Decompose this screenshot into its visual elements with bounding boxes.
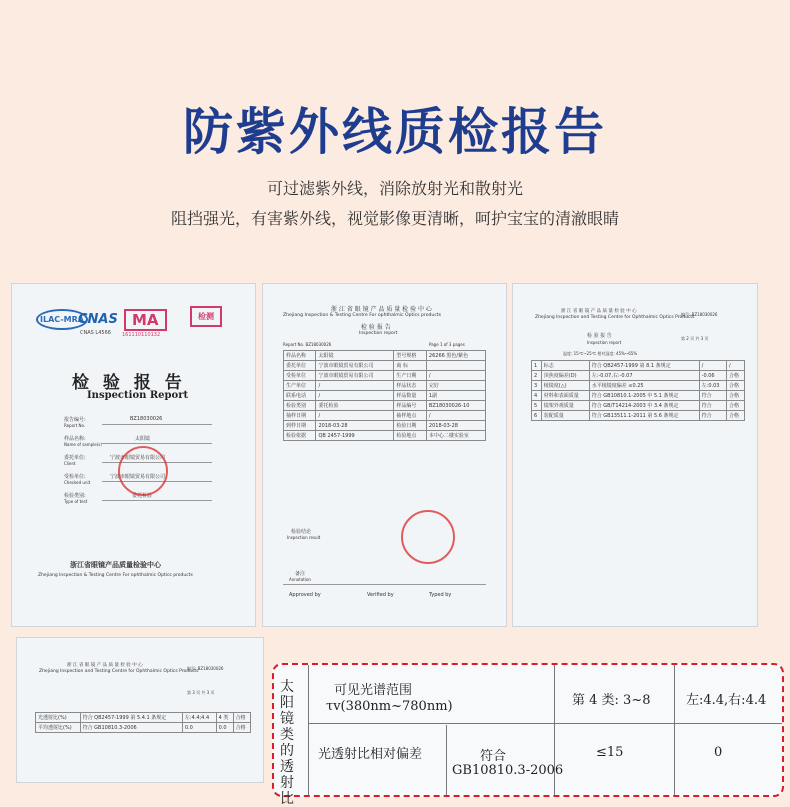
report-page-1-image: [262, 283, 507, 627]
table-cell: /: [316, 381, 394, 391]
table-cell: [426, 361, 485, 371]
page1-report-no: Report No. BZ18030026: [283, 342, 332, 347]
table-cell: 商 标: [394, 361, 426, 371]
table-cell: 2018-03-28: [426, 421, 485, 431]
table-cell: 合格: [726, 401, 744, 411]
table-cell: 顶焦度偏差(D): [541, 371, 589, 381]
page2-doc-title-en: Inspection report: [587, 340, 622, 345]
zoom-row2-item: 光透射比相对偏差: [318, 747, 423, 762]
table-cell: 26266 黑色/紫色: [426, 351, 485, 361]
ma-code: 161110110132: [122, 332, 161, 338]
table-cell: 检验地点: [394, 431, 426, 441]
field-label-checked-unit: 受检单位:: [64, 474, 86, 480]
table-cell: 本中心二楼实验室: [426, 431, 485, 441]
field-en-report-no: Report No.: [64, 423, 86, 428]
page2-page-no: 第 2 页 共 3 页: [681, 336, 709, 341]
page2-table: [531, 360, 745, 421]
table-cell: 宁波市眼镜贸易有限公司: [316, 361, 394, 371]
zoom-row2-std-2: GB10810.3-2006: [452, 763, 564, 778]
subtitle-line-2: 阻挡强光，有害紫外线，视觉影像更清晰，呵护宝宝的清澈眼睛: [170, 209, 619, 228]
field-en-checked-unit: Checked unit: [64, 480, 91, 485]
table-row: [284, 361, 486, 371]
field-label-test-type: 检验类别:: [64, 493, 86, 499]
table-cell: 委托单位: [284, 361, 316, 371]
field-value-client: 宁波市眼镜贸易有限公司: [110, 455, 166, 461]
page2-report-no: 编号: BZ18030026: [681, 312, 718, 317]
table-row: [36, 723, 251, 733]
table-cell: 符合 GB10810.1-2005 中 5.1 条规定: [589, 391, 699, 401]
ilac-mra-logo: ILAC-MRA: [36, 309, 88, 330]
table-row: [36, 713, 251, 723]
page2-header-en: Zhejiang Inspection and Testing Centre for Ophthalmic Optics Products: [535, 315, 695, 320]
zoom-row1-sub: τv(380nm~780nm): [326, 699, 453, 714]
page1-doc-title: 检 验 报 告: [361, 324, 391, 331]
table-cell: 检验依据: [284, 431, 316, 441]
table-cell: 4: [532, 391, 542, 401]
table-cell: 符合 GB10810.3-2006: [80, 723, 182, 733]
page1-remark-label: 备注: [295, 571, 306, 577]
table-cell: 符合: [699, 391, 726, 401]
page1-remark-en: Annotation: [289, 577, 311, 582]
cover-footer-en: Zhejiang Inspection & Testing Centre For ophthalmic Optics products: [38, 573, 193, 578]
table-row: [532, 361, 745, 371]
table-cell: 太阳镜: [316, 351, 394, 361]
field-label-report-no: 报告编号:: [64, 417, 86, 423]
subtitle-line-1: 可过滤紫外线，消除放射光和散射光: [266, 179, 523, 198]
cover-footer-cn: 浙江省眼镜产品质量检验中心: [70, 561, 161, 569]
page1-red-seal: [401, 510, 455, 564]
table-row: [284, 431, 486, 441]
report-cover-image: [11, 283, 256, 627]
field-en-test-type: Type of test: [64, 499, 88, 504]
table-cell: 2: [532, 371, 542, 381]
table-row: [284, 381, 486, 391]
table-cell: 装配质量: [541, 411, 589, 421]
table-cell: 合格: [726, 381, 744, 391]
page3-header-en: Zhejiang Inspection and Testing Centre for Ophthalmic Optics Products: [39, 669, 199, 674]
page1-table: [283, 350, 486, 441]
table-row: [532, 391, 745, 401]
table-cell: 0.0: [182, 723, 216, 733]
page3-table: [35, 712, 251, 733]
table-cell: 样品编号: [394, 401, 426, 411]
table-cell: /: [699, 361, 726, 371]
accreditation-logo: 检测: [190, 306, 222, 327]
verified-by: Verified by: [367, 592, 394, 598]
table-cell: 受检单位: [284, 371, 316, 381]
table-cell: 符合 GB/T14214-2003 中 3.4 条规定: [589, 401, 699, 411]
cnas-code: CNAS L4566: [80, 330, 111, 336]
table-cell: 平均透射比(%): [36, 723, 81, 733]
table-cell: 5: [532, 401, 542, 411]
table-row: [532, 411, 745, 421]
table-cell: 6: [532, 411, 542, 421]
page2-doc-title: 检 验 报 告: [587, 333, 612, 339]
cover-heading-en: Inspection Report: [87, 390, 189, 401]
table-cell: 棱镜度(△): [541, 381, 589, 391]
cover-heading-cn: 检 验 报 告: [72, 373, 186, 393]
table-cell: 抽样日期: [284, 411, 316, 421]
zoom-side-label: 太阳镜类的透射比: [280, 679, 294, 807]
table-cell: 光透射比(%): [36, 713, 81, 723]
table-cell: 检验日期: [394, 421, 426, 431]
table-cell: 标志: [541, 361, 589, 371]
table-cell: 完好: [426, 381, 485, 391]
zoom-row1-req: 第 4 类: 3~8: [572, 693, 651, 708]
report-page-3-image: [16, 637, 264, 783]
table-row: [284, 421, 486, 431]
page1-page-no: Page 1 of 3 pages: [429, 342, 465, 347]
table-cell: /: [426, 411, 485, 421]
ma-logo: MA: [124, 309, 167, 331]
zoom-row1-result: 左:4.4,右:4.4: [686, 693, 767, 708]
table-cell: 2018-03-28: [316, 421, 394, 431]
page2-header-cn: 浙 江 省 眼 镜 产 品 质 量 检 验 中 心: [561, 309, 637, 314]
table-cell: 委托检验: [316, 401, 394, 411]
table-row: [532, 401, 745, 411]
page2-env: 温度: 15℃~25℃ 相对湿度: 45%~65%: [563, 351, 638, 356]
table-cell: 宁波市眼镜贸易有限公司: [316, 371, 394, 381]
table-cell: 1副: [426, 391, 485, 401]
zoom-row2-req: ≤15: [596, 745, 624, 760]
table-row: [284, 401, 486, 411]
approved-by: Approved by: [289, 592, 321, 598]
table-cell: 材料和表面质量: [541, 391, 589, 401]
table-cell: 联系电话: [284, 391, 316, 401]
table-row: [284, 391, 486, 401]
table-cell: 符合 GB13511.1-2011 第 5.6 条规定: [589, 411, 699, 421]
table-cell: 到样日期: [284, 421, 316, 431]
field-value-report-no: BZ18030026: [130, 416, 163, 422]
page1-conclusion-en: Inspection result: [287, 535, 321, 540]
red-seal-stamp: [118, 446, 168, 496]
table-cell: 合格: [233, 723, 250, 733]
page3-page-no: 第 3 页 共 3 页: [187, 690, 215, 695]
zoom-row2-result: 0: [714, 745, 723, 760]
zoom-row2-std-1: 符合: [480, 749, 507, 764]
table-cell: 3: [532, 381, 542, 391]
table-cell: 合格: [233, 713, 250, 723]
page1-header-cn: 浙 江 省 眼 镜 产 品 质 量 检 验 中 心: [331, 306, 432, 313]
table-cell: 合格: [726, 391, 744, 401]
typed-by: Typed by: [429, 592, 452, 598]
table-cell: 生产单位: [284, 381, 316, 391]
field-value-sample: 太阳镜: [135, 436, 151, 442]
table-cell: 合格: [726, 411, 744, 421]
table-row: [284, 371, 486, 381]
field-label-sample: 样品名称:: [64, 436, 86, 442]
table-cell: 抽样地点: [394, 411, 426, 421]
table-cell: 0.0: [216, 723, 233, 733]
page3-report-no: 编号: BZ18030026: [187, 666, 224, 671]
table-cell: QB 2457-1999: [316, 431, 394, 441]
page1-doc-title-en: Inspection report: [359, 331, 398, 336]
table-row: [532, 371, 745, 381]
table-row: [284, 411, 486, 421]
table-cell: 检验类别: [284, 401, 316, 411]
table-cell: 4 类: [216, 713, 233, 723]
table-cell: 符合: [699, 411, 726, 421]
field-en-client: Client: [64, 461, 76, 466]
table-cell: 符合: [699, 401, 726, 411]
field-label-client: 委托单位:: [64, 455, 86, 461]
field-en-sample: Name of sample(s): [64, 442, 102, 447]
zoomed-transmittance-table: [272, 663, 784, 807]
page-title: 防紫外线质检报告: [183, 103, 607, 161]
table-cell: 型号规格: [394, 351, 426, 361]
page1-conclusion-label: 检验结论: [291, 529, 312, 535]
table-cell: 样品状态: [394, 381, 426, 391]
report-page-2-image: [512, 283, 758, 627]
table-cell: 水平棱镜度偏差 ≤0.25: [589, 381, 699, 391]
page1-header-en: Zhejiang Inspection & Testing Centre For ophthalmic Optics products: [283, 313, 442, 318]
table-cell: 合格: [726, 371, 744, 381]
table-cell: BZ18030026-10: [426, 401, 485, 411]
table-cell: 样品数量: [394, 391, 426, 401]
table-row: [284, 351, 486, 361]
table-cell: 左:4.4;4.4: [182, 713, 216, 723]
page3-header-cn: 浙 江 省 眼 镜 产 品 质 量 检 验 中 心: [67, 663, 143, 668]
table-cell: /: [426, 371, 485, 381]
field-value-test-type: 委托检验: [132, 493, 153, 499]
table-cell: 生产日期: [394, 371, 426, 381]
table-cell: 左:-0.07,右:-0.07: [589, 371, 699, 381]
field-value-checked-unit: 宁波市眼镜贸易有限公司: [110, 474, 166, 480]
table-cell: /: [316, 411, 394, 421]
table-cell: 样品名称: [284, 351, 316, 361]
table-cell: /: [726, 361, 744, 371]
table-cell: 1: [532, 361, 542, 371]
table-cell: 符合 QB2457-1999 第 8.1 条规定: [589, 361, 699, 371]
zoom-row1-item: 可见光谱范围: [334, 683, 413, 698]
cnas-logo: CNAS: [78, 312, 118, 327]
table-cell: -0.06: [699, 371, 726, 381]
table-cell: 镜架外观质量: [541, 401, 589, 411]
table-row: [532, 381, 745, 391]
table-cell: 符合 QB2457-1999 第 5.4.1 条规定: [80, 713, 182, 723]
table-cell: 左:0.03: [699, 381, 726, 391]
table-cell: /: [316, 391, 394, 401]
